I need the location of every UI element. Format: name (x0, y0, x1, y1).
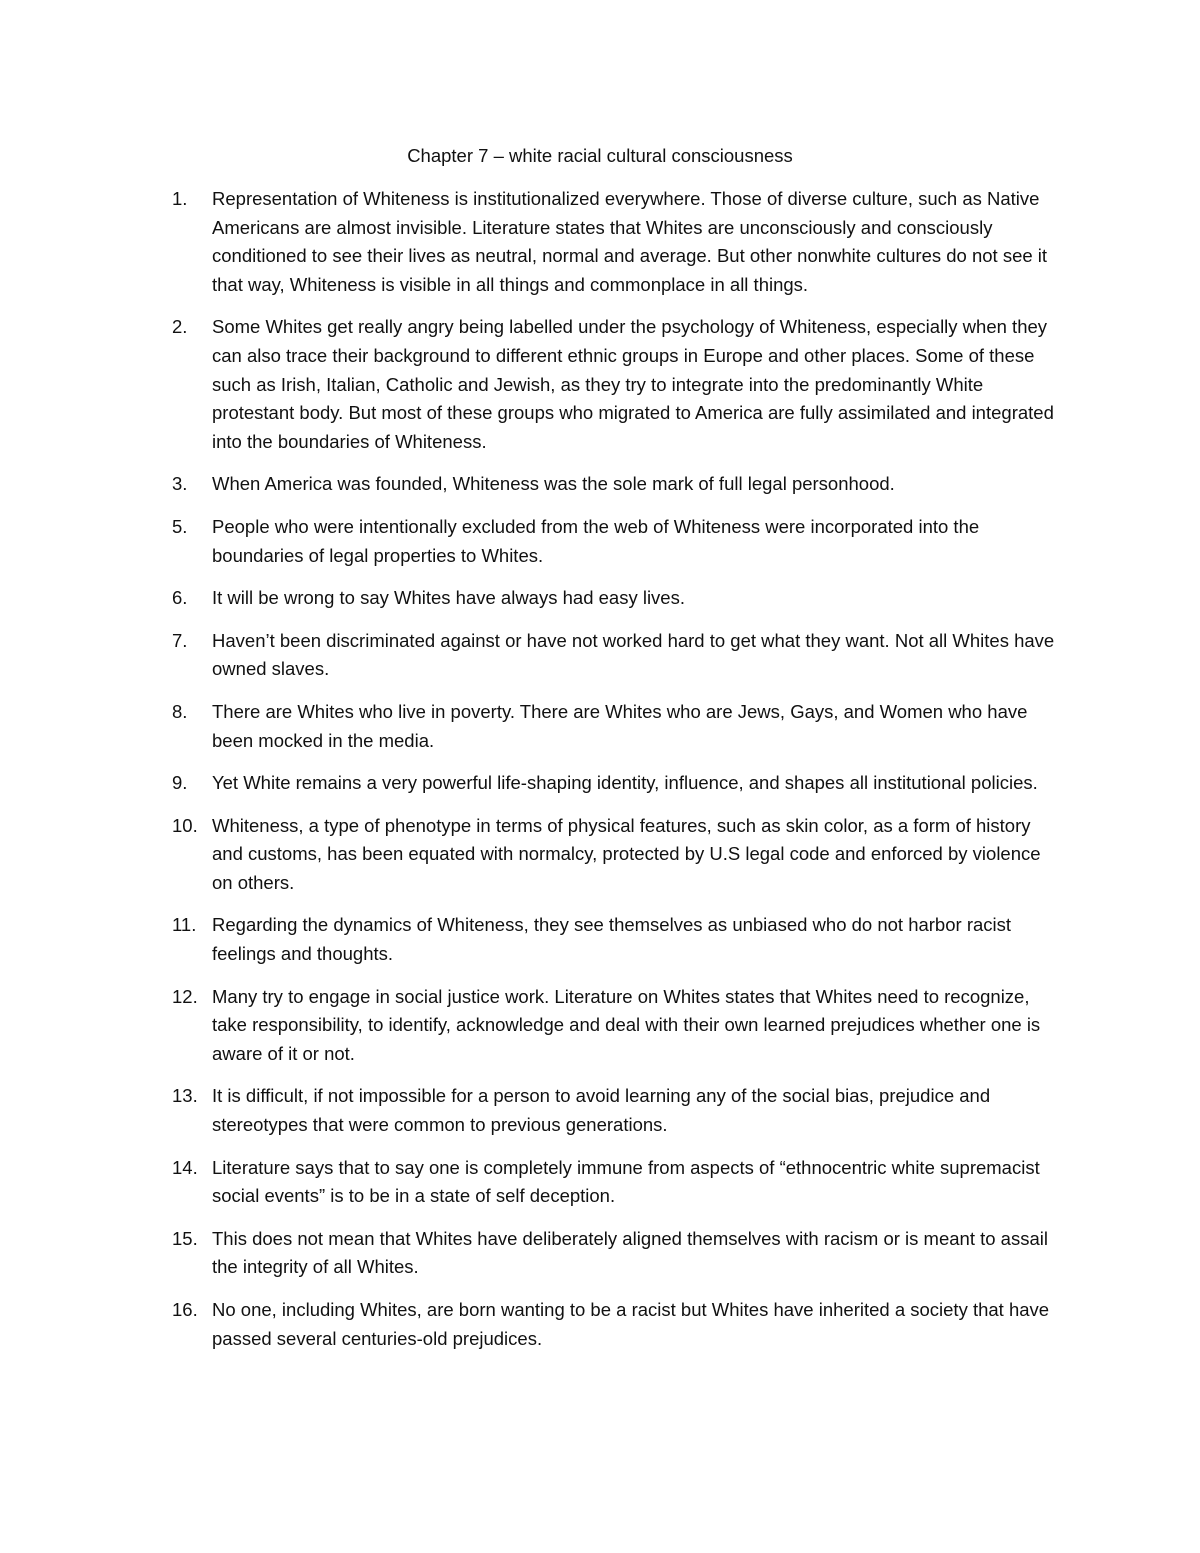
list-item-number: 13. (172, 1085, 198, 1107)
list-item (172, 911, 1062, 968)
list-item (172, 470, 1062, 499)
list-item (172, 769, 1062, 798)
list-item-number: 3. (172, 473, 188, 495)
list-item-number: 2. (172, 316, 188, 338)
list-item-number: 10. (172, 814, 198, 836)
list-item (172, 1082, 1062, 1139)
list-item-text: Representation of Whiteness is institutionalized everywhere. Those of diverse culture, such as Native Americans are almost invisible. Literature states that Whites are unconsciously and consciously conditioned to see their lives as neutral, normal and average. But other nonwhite cultures do not see it that way, Whiteness is visible in all things and commonplace in all things. (212, 188, 1048, 295)
list-item (172, 513, 1062, 570)
list-item-number: 12. (172, 985, 198, 1007)
list-item-number: 14. (172, 1156, 198, 1178)
list-item-text: Yet White remains a very powerful life-shaping identity, influence, and shapes all institutional policies. (212, 772, 1038, 794)
list-item (172, 627, 1062, 684)
list-item-text: It is difficult, if not impossible for a person to avoid learning any of the social bias, prejudice and stereotypes that were common to previous generations. (212, 1085, 991, 1136)
list-item (172, 313, 1062, 456)
list-item-number: 9. (172, 772, 188, 794)
list-item-number: 11. (172, 914, 197, 936)
list-item (172, 584, 1062, 613)
list-item (172, 1225, 1062, 1282)
list-item (172, 983, 1062, 1069)
list-item (172, 812, 1062, 898)
list-item (172, 185, 1062, 299)
list-item (172, 1154, 1062, 1211)
list-item-text: Whiteness, a type of phenotype in terms of physical features, such as skin color, as a form of history and customs, has been equated with normalcy, protected by U.S legal code and enforced by violence on others. (212, 814, 1041, 893)
list-item-number: 15. (172, 1227, 198, 1249)
numbered-list (172, 185, 1062, 1367)
list-item-text: Haven’t been discriminated against or have not worked hard to get what they want. Not all Whites have owned slaves. (212, 629, 1055, 680)
list-item-number: 6. (172, 587, 188, 609)
list-item-number: 1. (172, 188, 188, 209)
list-item-text: This does not mean that Whites have deliberately aligned themselves with racism or is meant to assail the integrity of all Whites. (212, 1227, 1048, 1278)
list-item-text: Regarding the dynamics of Whiteness, they see themselves as unbiased who do not harbor racist feelings and thoughts. (212, 914, 1012, 965)
list-item-number: 5. (172, 515, 188, 537)
list-item-text: Literature says that to say one is completely immune from aspects of “ethnocentric white supremacist social events” is to be in a state of self deception. (212, 1156, 1040, 1207)
list-item (172, 1296, 1062, 1353)
list-item-number: 16. (172, 1299, 198, 1320)
list-item-text: Many try to engage in social justice work. Literature on Whites states that Whites need to recognize, take responsibility, to identify, acknowledge and deal with their own learned prejudices whether one is aware of it or not. (212, 985, 1041, 1064)
list-item-text: People who were intentionally excluded from the web of Whiteness were incorporated into the boundaries of legal properties to Whites. (212, 515, 980, 566)
document-title: Chapter 7 – white racial cultural consciousness (407, 145, 793, 166)
list-item-text: When America was founded, Whiteness was the sole mark of full legal personhood. (212, 473, 895, 495)
list-item-text: It will be wrong to say Whites have always had easy lives. (212, 587, 685, 609)
list-item (172, 698, 1062, 755)
list-item-text: There are Whites who live in poverty. There are Whites who are Jews, Gays, and Women who have been mocked in the media. (212, 700, 1028, 751)
list-item-number: 8. (172, 700, 188, 722)
list-item-text: No one, including Whites, are born wanting to be a racist but Whites have inherited a society that have passed several centuries-old prejudices. (212, 1299, 1050, 1349)
list-item-number: 7. (172, 629, 188, 651)
list-item-text: Some Whites get really angry being labelled under the psychology of Whiteness, especially when they can also trace their background to different ethnic groups in Europe and other places. Some of these such as Irish, Italian, Catholic and Jewish, as they try to integrate into the predominantly White protestant body. But most of these groups who migrated to America are fully assimilated and integrated into the boundaries of Whiteness. (212, 316, 1054, 452)
